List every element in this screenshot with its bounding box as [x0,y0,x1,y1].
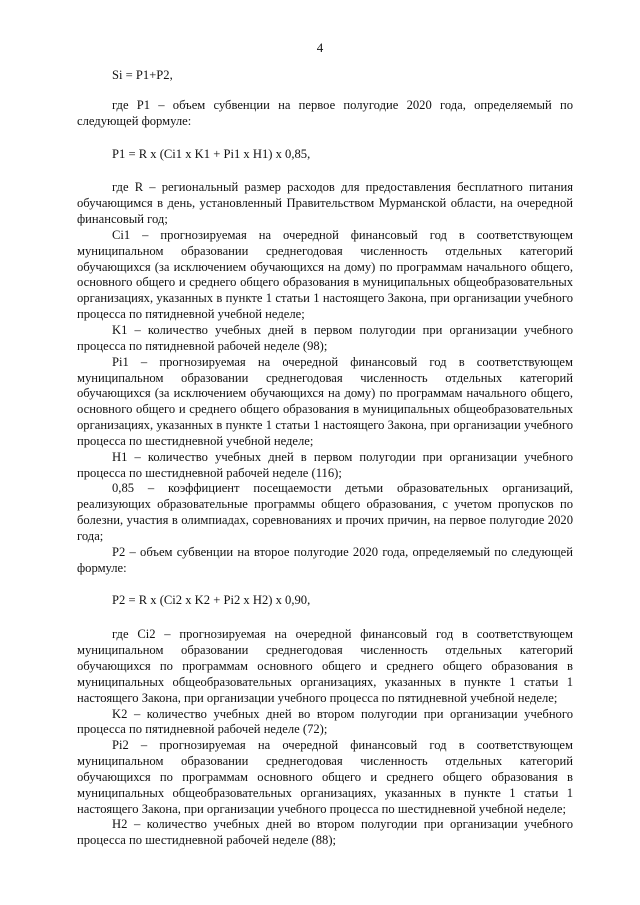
paragraph-ci1-definition: Ci1 – прогнозируемая на очередной финансовый год в соответствующем муниципальном образовании среднегодовая численность отдельных категорий обучающихся (за исключением обучающихся на дому) по программам начального общего, основного общего и среднего общего образования в муниципальных общеобразовательных организациях, указанных в пункте 1 статьи 1 настоящего Закона, при организации учебного процесса по пятидневной учебной неделе; [77,227,573,322]
paragraph-k1-definition: K1 – количество учебных дней в первом полугодии при организации учебного процесса по пятидневной рабочей неделе (98); [77,322,573,353]
paragraph-pi1-definition: Pi1 – прогнозируемая на очередной финансовый год в соответствующем муниципальном образовании среднегодовая численность отдельных категорий обучающихся (за исключением обучающихся на дому) по программам начального общего, основного общего и среднего общего образования в муниципальных общеобразовательных организациях, указанных в пункте 1 статьи 1 настоящего Закона, при организации учебного процесса по шестидневной учебной неделе; [77,354,573,448]
formula-p1: P1 = R x (Ci1 x K1 + Pi1 x H1) x 0,85, [112,146,311,161]
paragraph-pi2-definition: Pi2 – прогнозируемая на очередной финансовый год в соответствующем муниципальном образовании среднегодовая численность отдельных категорий обучающихся по программам основного общего и среднего общего образования в муниципальных общеобразовательных организациях, указанных в пункте 1 статьи 1 настоящего Закона, при организации учебного процесса по шестидневной учебной неделе; [77,738,573,816]
formula-si: Si = P1+P2, [112,68,173,82]
formula-p2: P2 = R x (Ci2 x K2 + Pi2 x H2) x 0,90, [112,593,311,608]
paragraph-ci2-definition: где Ci2 – прогнозируемая на очередной финансовый год в соответствующем муниципальном образовании среднегодовая численность отдельных категорий обучающихся по программам основного общего и среднего общего образования в муниципальных общеобразовательных организациях, указанных в пункте 1 статьи 1 настоящего Закона, при организации учебного процесса по пятидневной учебной неделе; [77,627,573,705]
paragraph-k2-definition: K2 – количество учебных дней во втором полугодии при организации учебного процесса по пятидневной рабочей неделе (72); [77,706,573,737]
page-number: 4 [316,40,324,55]
paragraph-r-definition: где R – региональный размер расходов для предоставления бесплатного питания обучающимся в день, установленный Правительством Мурманской области, на очередной финансовый год; [77,180,573,227]
document-body [77,68,573,849]
paragraph-p2-definition: P2 – объем субвенции на второе полугодие 2020 года, определяемый по следующей формуле: [77,544,573,575]
paragraph-h2-definition: H2 – количество учебных дней во втором полугодии при организации учебного процесса по шестидневной рабочей неделе (88); [77,817,573,848]
paragraph-p1-definition: где P1 – объем субвенции на первое полугодие 2020 года, определяемый по следующей формуле: [77,97,573,128]
paragraph-h1-definition: H1 – количество учебных дней в первом полугодии при организации учебного процесса по шестидневной рабочей неделе (116); [77,449,573,480]
paragraph-coefficient-085: 0,85 – коэффициент посещаемости детьми образовательных организаций, реализующих образовательные программы общего образования, с учетом пропусков по болезни, участия в олимпиадах, соревнованиях и прочих причин, на первое полугодие 2020 года; [77,481,573,543]
